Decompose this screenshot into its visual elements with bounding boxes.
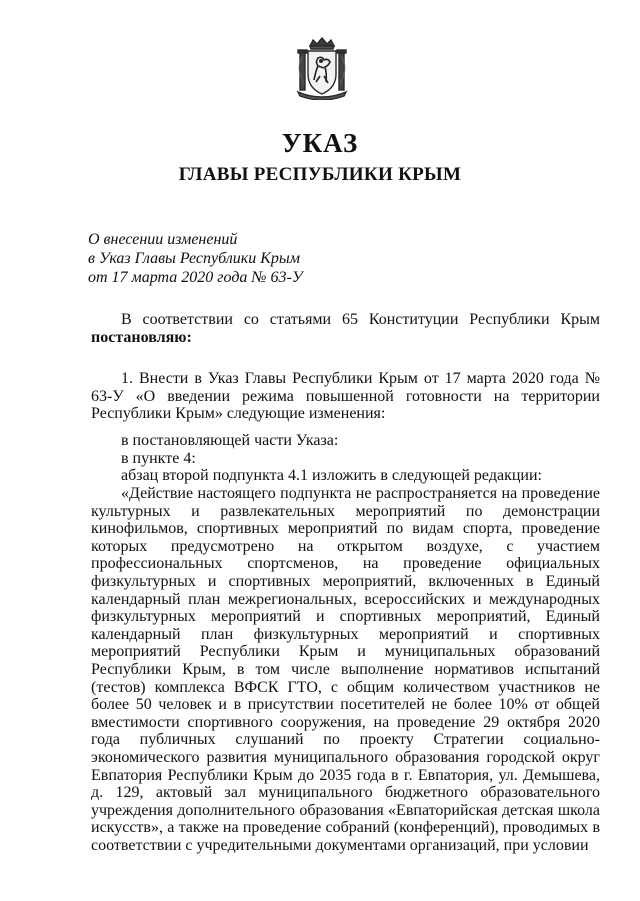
quoted-amendment: «Действие настоящего подпункта не распространяется на проведение культурных и развлекательных мероприятий по демонстрации кинофильмов, спортивных мероприятий по видам спорта, проведение которых предусмотрено на открытом воздухе, с участием профессиональных спортсменов, на проведение официальных физкультурных и спортивных мероприятий, включенных в Единый календарный план межрегиональных, всероссийских и международных физкультурных мероприятий и спортивных мероприятий, Единый календарный план физкультурных мероприятий и спортивных мероприятий Республики Крым и муниципальных образований Республики Крым, в том числе выполнение нормативов испытаний (тестов) комплекса ВФСК ГТО, с общим количеством участников не более 50 человек и в присутствии посетителей не более 10% от общей вместимости спортивного сооружения, на проведение 29 октября 2020 года публичных слушаний по проекту Стратегии социально-экономического развития муниципального образования городской округ Евпатория Республики Крым до 2035 года в г. Евпатория, ул. Демышева, д. 129, актовый зал муниципального бюджетного образовательного учреждения дополнительного образования «Евпаторийская детская школа искусств», а также на проведение собраний (конференций), проводимых в соответствии с учредительными документами организаций, при условии bbox=[91, 485, 600, 854]
item-1-paragraph: 1. Внести в Указ Главы Республики Крым от 17 марта 2020 года № 63-У «О введении режима повышенной готовности на территории Республики Крым» следующие изменения: bbox=[91, 370, 600, 423]
crimea-coat-of-arms-icon bbox=[294, 36, 350, 100]
document-subject bbox=[88, 230, 303, 287]
list-item: абзац второй подпункта 4.1 изложить в следующей редакции: bbox=[121, 467, 542, 485]
amendment-list bbox=[91, 432, 600, 485]
subject-line: от 17 марта 2020 года № 63-У bbox=[88, 269, 303, 286]
intro-paragraph bbox=[91, 311, 600, 346]
subject-line: О внесении изменений bbox=[88, 231, 238, 248]
document-subtitle: ГЛАВЫ РЕСПУБЛИКИ КРЫМ bbox=[178, 164, 462, 185]
subject-line: в Указ Главы Республики Крым bbox=[88, 250, 300, 267]
intro-bold: постановляю: bbox=[91, 328, 192, 346]
document-title: УКАЗ bbox=[281, 128, 359, 158]
list-item: в пункте 4: bbox=[121, 449, 196, 467]
intro-text: В соответствии со статьями 65 Конституции Республики Крым bbox=[121, 311, 600, 328]
list-item: в постановляющей части Указа: bbox=[121, 432, 339, 449]
